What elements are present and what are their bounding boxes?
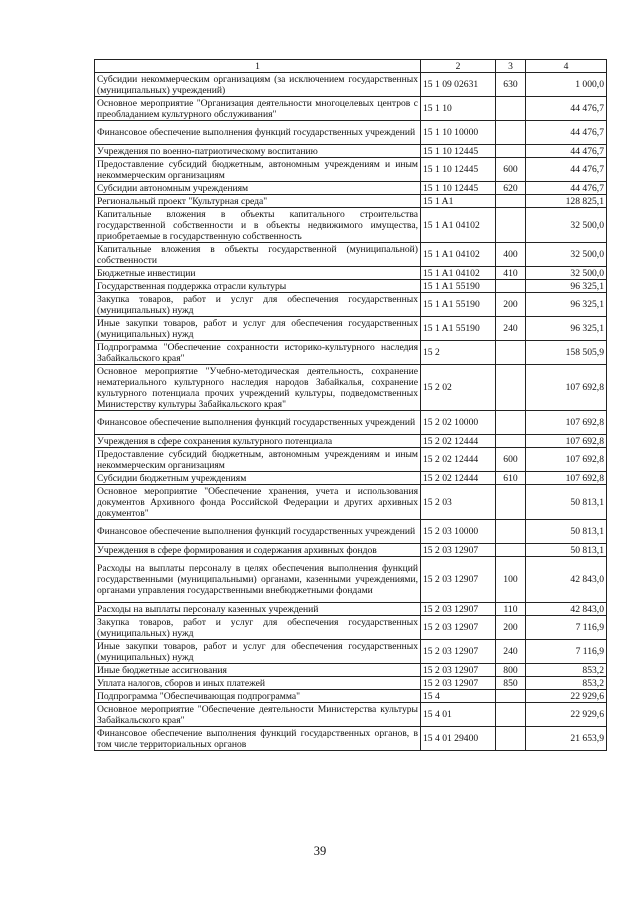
table-row [95,208,607,243]
row-expense-type-cell: 850 [496,677,526,690]
row-expense-type-cell [496,703,526,727]
row-name-cell: Учреждения в сфере формирования и содержания архивных фондов [95,544,421,557]
row-expense-type-cell: 200 [496,293,526,317]
table-row [95,293,607,317]
table-row [95,145,607,158]
row-name-cell: Бюджетные инвестиции [95,267,421,280]
row-name-cell: Финансовое обеспечение выполнения функций государственных учреждений [95,520,421,544]
row-amount-cell: 107 692,8 [526,411,607,435]
row-amount-cell: 32 500,0 [526,243,607,267]
table-row [95,448,607,472]
row-expense-type-cell: 610 [496,472,526,485]
row-name-cell: Субсидии автономным учреждениям [95,182,421,195]
row-name-cell: Субсидии бюджетным учреждениям [95,472,421,485]
row-amount-cell: 7 116,9 [526,616,607,640]
table-row [95,341,607,365]
row-code-cell: 15 1 10 12445 [421,145,496,158]
row-amount-cell: 22 929,6 [526,703,607,727]
row-code-cell: 15 1 A1 04102 [421,208,496,243]
table-row [95,640,607,664]
row-code-cell: 15 1 A1 55190 [421,317,496,341]
row-amount-cell: 44 476,7 [526,182,607,195]
row-name-cell: Иные закупки товаров, работ и услуг для обеспечения государственных (муниципальных) нужд [95,317,421,341]
table-row [95,317,607,341]
row-amount-cell: 42 843,0 [526,557,607,603]
row-name-cell: Расходы на выплаты персоналу казенных учреждений [95,603,421,616]
row-expense-type-cell [496,411,526,435]
budget-table [94,59,607,751]
row-amount-cell: 7 116,9 [526,640,607,664]
row-amount-cell: 50 813,1 [526,520,607,544]
table-row [95,677,607,690]
row-expense-type-cell: 600 [496,158,526,182]
row-code-cell: 15 1 10 12445 [421,158,496,182]
table-row [95,365,607,411]
table-row [95,73,607,97]
row-amount-cell: 22 929,6 [526,690,607,703]
row-name-cell: Подпрограмма "Обеспечение сохранности историко-культурного наследия Забайкальского края" [95,341,421,365]
row-name-cell: Государственная поддержка отрасли культуры [95,280,421,293]
row-name-cell: Учреждения по военно-патриотическому воспитанию [95,145,421,158]
row-name-cell: Региональный проект "Культурная среда" [95,195,421,208]
table-row [95,267,607,280]
row-name-cell: Подпрограмма "Обеспечивающая подпрограмма" [95,690,421,703]
row-expense-type-cell: 110 [496,603,526,616]
row-name-cell: Иные бюджетные ассигнования [95,664,421,677]
row-code-cell: 15 1 10 [421,97,496,121]
row-amount-cell: 42 843,0 [526,603,607,616]
row-code-cell: 15 1 A1 04102 [421,267,496,280]
row-expense-type-cell: 600 [496,448,526,472]
row-amount-cell: 853,2 [526,677,607,690]
table-row [95,557,607,603]
table-row [95,664,607,677]
table-row [95,158,607,182]
table-row [95,182,607,195]
row-expense-type-cell [496,208,526,243]
row-amount-cell: 50 813,1 [526,544,607,557]
row-name-cell: Учреждения в сфере сохранения культурного потенциала [95,435,421,448]
table-row [95,727,607,751]
row-name-cell: Уплата налогов, сборов и иных платежей [95,677,421,690]
row-code-cell: 15 1 09 02631 [421,73,496,97]
row-expense-type-cell: 620 [496,182,526,195]
row-amount-cell: 1 000,0 [526,73,607,97]
row-name-cell: Основное мероприятие "Обеспечение деятельности Министерства культуры Забайкальского края" [95,703,421,727]
table-row [95,195,607,208]
row-name-cell: Иные закупки товаров, работ и услуг для обеспечения государственных (муниципальных) нужд [95,640,421,664]
row-code-cell: 15 2 03 10000 [421,520,496,544]
row-expense-type-cell [496,280,526,293]
row-expense-type-cell: 240 [496,640,526,664]
row-code-cell: 15 2 03 12907 [421,677,496,690]
row-name-cell: Субсидии некоммерческим организациям (за исключением государственных (муниципальных) учреждений) [95,73,421,97]
row-code-cell: 15 1 A1 55190 [421,280,496,293]
row-code-cell: 15 2 [421,341,496,365]
row-code-cell: 15 2 02 12444 [421,448,496,472]
row-expense-type-cell: 410 [496,267,526,280]
row-amount-cell: 32 500,0 [526,208,607,243]
row-expense-type-cell: 800 [496,664,526,677]
row-expense-type-cell [496,121,526,145]
row-code-cell: 15 2 02 10000 [421,411,496,435]
row-name-cell: Финансовое обеспечение выполнения функций государственных органов, в том числе территориальных органов [95,727,421,751]
row-code-cell: 15 2 03 12907 [421,616,496,640]
row-code-cell: 15 1 A1 04102 [421,243,496,267]
row-code-cell: 15 2 03 12907 [421,664,496,677]
row-amount-cell: 96 325,1 [526,293,607,317]
row-amount-cell: 50 813,1 [526,485,607,520]
row-name-cell: Предоставление субсидий бюджетным, автономным учреждениям и иным некоммерческим организациям [95,158,421,182]
row-amount-cell: 96 325,1 [526,280,607,293]
row-amount-cell: 107 692,8 [526,472,607,485]
row-name-cell: Основное мероприятие "Организация деятельности многоцелевых центров с преобладанием культурного обслуживания" [95,97,421,121]
row-code-cell: 15 4 01 29400 [421,727,496,751]
row-code-cell: 15 2 03 12907 [421,603,496,616]
row-expense-type-cell [496,145,526,158]
page-number: 39 [313,844,327,858]
row-code-cell: 15 2 03 12907 [421,544,496,557]
table-row [95,603,607,616]
table-row [95,544,607,557]
row-expense-type-cell [496,727,526,751]
row-name-cell: Предоставление субсидий бюджетным, автономным учреждениям и иным некоммерческим организациям [95,448,421,472]
table-header-row [95,60,607,73]
row-expense-type-cell [496,97,526,121]
row-amount-cell: 44 476,7 [526,158,607,182]
row-expense-type-cell [496,544,526,557]
row-code-cell: 15 4 01 [421,703,496,727]
table-row [95,485,607,520]
row-amount-cell: 158 505,9 [526,341,607,365]
row-name-cell: Капитальные вложения в объекты государственной (муниципальной) собственности [95,243,421,267]
row-expense-type-cell [496,435,526,448]
header-col-1: 1 [95,60,421,73]
row-code-cell: 15 1 A1 55190 [421,293,496,317]
row-name-cell: Расходы на выплаты персоналу в целях обеспечения выполнения функций государственными (муниципальными) органами, казенными учреждениями, органами управления государственными внебюджетными фондами [95,557,421,603]
table-row [95,243,607,267]
row-name-cell: Финансовое обеспечение выполнения функций государственных учреждений [95,121,421,145]
row-code-cell: 15 4 [421,690,496,703]
row-code-cell: 15 2 03 12907 [421,640,496,664]
row-expense-type-cell [496,195,526,208]
row-expense-type-cell [496,520,526,544]
row-amount-cell: 96 325,1 [526,317,607,341]
row-amount-cell: 853,2 [526,664,607,677]
row-expense-type-cell: 400 [496,243,526,267]
row-name-cell: Капитальные вложения в объекты капитального строительства государственной собственности и в объекты недвижимого имущества, приобретаемые в государственную собственность [95,208,421,243]
row-expense-type-cell: 200 [496,616,526,640]
row-code-cell: 15 2 02 12444 [421,435,496,448]
row-code-cell: 15 2 02 [421,365,496,411]
table-row [95,280,607,293]
row-code-cell: 15 1 10 10000 [421,121,496,145]
header-col-3: 3 [496,60,526,73]
row-name-cell: Основное мероприятие "Обеспечение хранения, учета и использования документов Архивного фонда Российской Федерации и других архивных документов" [95,485,421,520]
row-expense-type-cell [496,690,526,703]
row-expense-type-cell [496,485,526,520]
row-amount-cell: 107 692,8 [526,448,607,472]
row-code-cell: 15 2 02 12444 [421,472,496,485]
table-body [95,73,607,751]
row-amount-cell: 21 653,9 [526,727,607,751]
row-amount-cell: 44 476,7 [526,121,607,145]
row-amount-cell: 128 825,1 [526,195,607,208]
row-amount-cell: 44 476,7 [526,145,607,158]
header-col-4: 4 [526,60,607,73]
table-row [95,435,607,448]
table-row [95,690,607,703]
row-amount-cell: 107 692,8 [526,435,607,448]
table-row [95,472,607,485]
table-row [95,121,607,145]
row-expense-type-cell: 630 [496,73,526,97]
row-expense-type-cell: 100 [496,557,526,603]
row-expense-type-cell [496,341,526,365]
table-row [95,703,607,727]
table-row [95,520,607,544]
table-row [95,97,607,121]
row-code-cell: 15 1 10 12445 [421,182,496,195]
row-amount-cell: 32 500,0 [526,267,607,280]
row-expense-type-cell: 240 [496,317,526,341]
table-row [95,616,607,640]
row-expense-type-cell [496,365,526,411]
row-amount-cell: 107 692,8 [526,365,607,411]
row-amount-cell: 44 476,7 [526,97,607,121]
row-code-cell: 15 2 03 [421,485,496,520]
header-col-2: 2 [421,60,496,73]
row-name-cell: Финансовое обеспечение выполнения функций государственных учреждений [95,411,421,435]
row-name-cell: Основное мероприятие "Учебно-методическая деятельность, сохранение нематериального культурного наследия народов Забайкалья, сохранение культурного потенциала прочих учреждений культуры, подведомственных Министерству культуры Забайкальского края" [95,365,421,411]
row-name-cell: Закупка товаров, работ и услуг для обеспечения государственных (муниципальных) нужд [95,293,421,317]
row-code-cell: 15 1 A1 [421,195,496,208]
row-name-cell: Закупка товаров, работ и услуг для обеспечения государственных (муниципальных) нужд [95,616,421,640]
table-row [95,411,607,435]
row-code-cell: 15 2 03 12907 [421,557,496,603]
